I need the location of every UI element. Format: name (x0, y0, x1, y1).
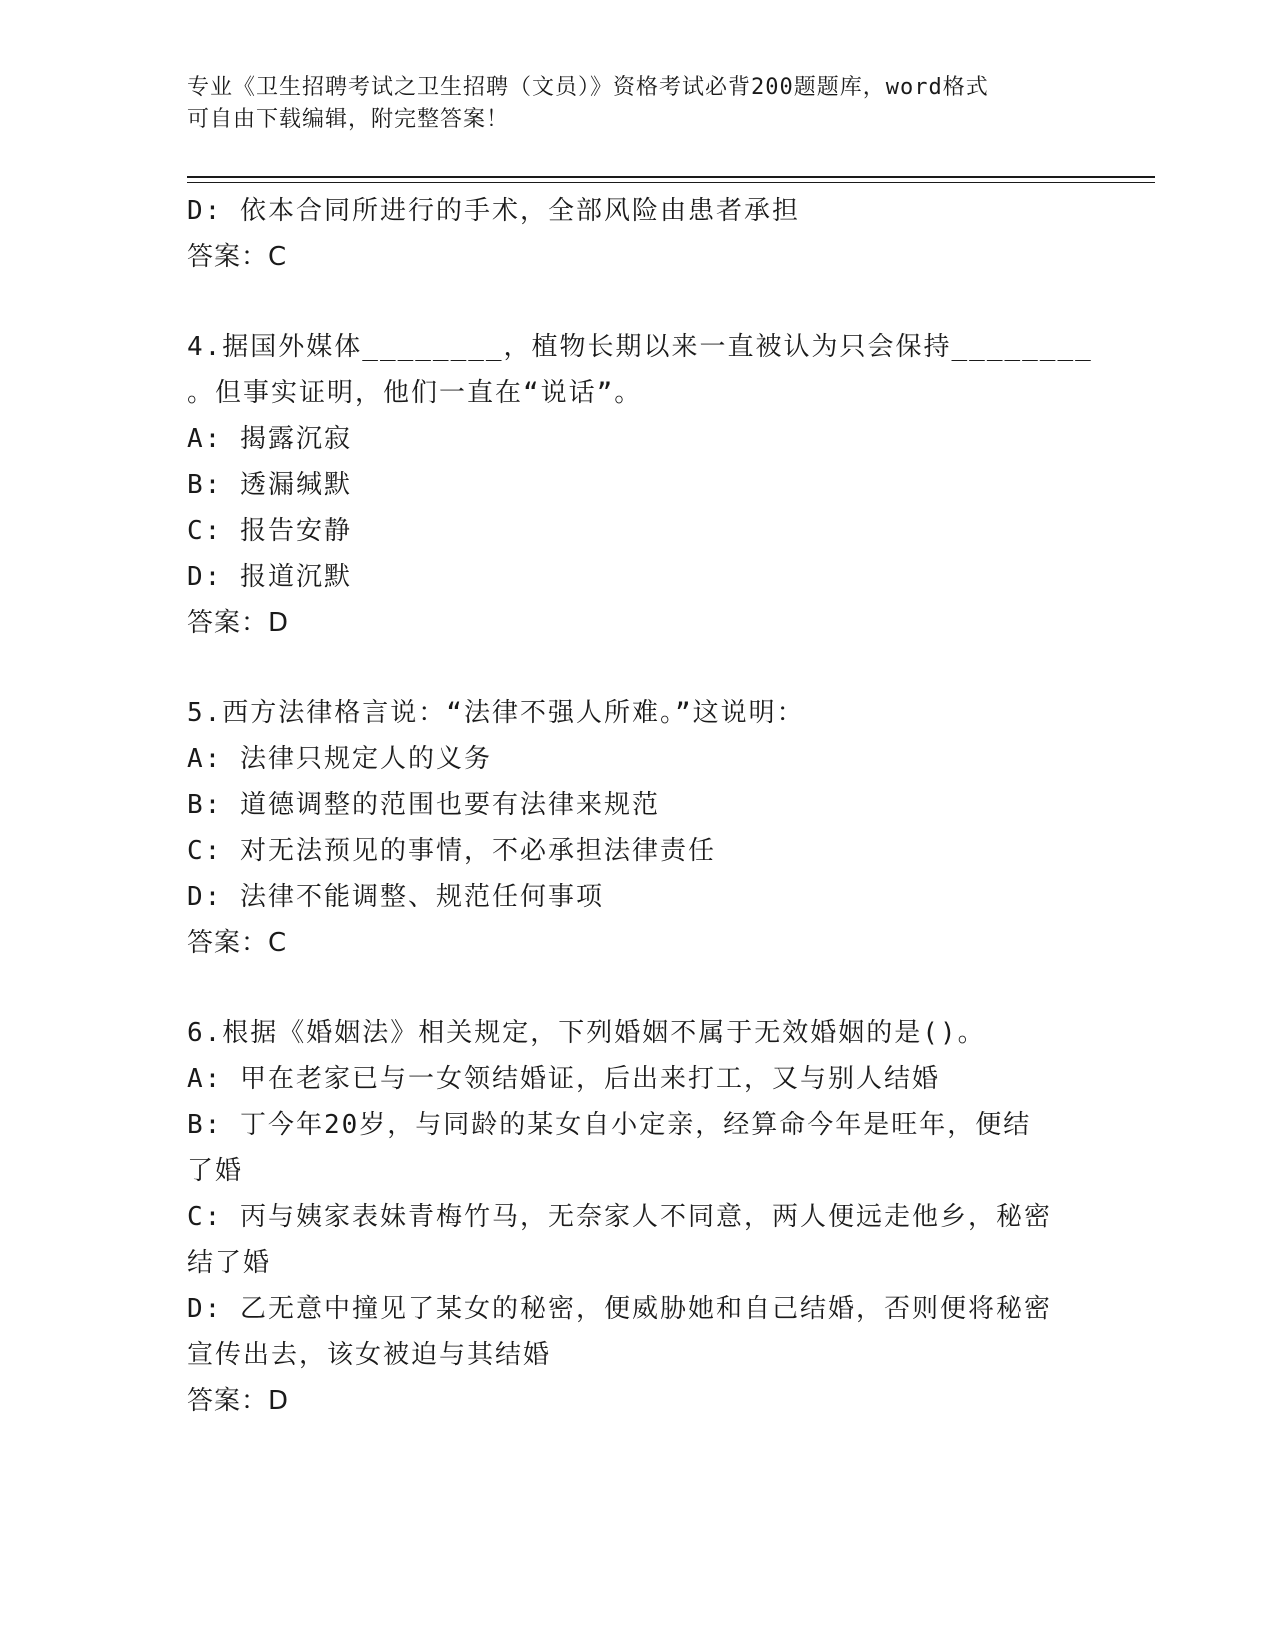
option-d: D: 依本合同所进行的手术，全部风险由患者承担 (187, 196, 800, 226)
option-b: B: 道德调整的范围也要有法律来规范 (187, 790, 660, 820)
option-c: C: 报告安静 (187, 516, 352, 546)
option-d-continued: 宣传出去，该女被迫与其结婚 (187, 1340, 552, 1370)
question-stem-continued: 。但事实证明，他们一直在“说话”。 (187, 378, 643, 408)
question-spacer (187, 646, 1087, 690)
option-c-continued: 结了婚 (187, 1248, 272, 1278)
option-a: A: 甲在老家已与一女领结婚证，后出来打工，又与别人结婚 (187, 1064, 940, 1094)
question-4 (187, 324, 1093, 646)
option-c: C: 对无法预见的事情，不必承担法律责任 (187, 836, 716, 866)
answer-line: 答案：D (187, 608, 290, 638)
page-header (187, 72, 1067, 136)
question-5 (187, 690, 1087, 966)
option-b: B: 丁今年20岁，与同龄的某女自小定亲，经算命今年是旺年，便结 (187, 1110, 1032, 1140)
option-b-continued: 了婚 (187, 1156, 244, 1186)
option-d: D: 乙无意中撞见了某女的秘密，便威胁她和自己结婚，否则便将秘密 (187, 1294, 1052, 1324)
header-divider-thick (187, 176, 1155, 178)
question-6 (187, 1010, 1087, 1424)
question-stem: 6.根据《婚姻法》相关规定，下列婚姻不属于无效婚姻的是()。 (187, 1018, 986, 1048)
question-3-tail (187, 188, 1087, 280)
answer-line: 答案：C (187, 242, 288, 272)
option-a: A: 法律只规定人的义务 (187, 744, 492, 774)
option-c: C: 丙与姨家表妹青梅竹马，无奈家人不同意，两人便远走他乡，秘密 (187, 1202, 1052, 1232)
question-content (187, 188, 1093, 1424)
option-d: D: 法律不能调整、规范任何事项 (187, 882, 604, 912)
option-d: D: 报道沉默 (187, 562, 352, 592)
option-b: B: 透漏缄默 (187, 470, 352, 500)
header-title-line-1: 专业《卫生招聘考试之卫生招聘（文员）》资格考试必背200题题库，word格式 (187, 75, 989, 100)
header-title-line-2: 可自由下载编辑，附完整答案！ (187, 107, 510, 132)
answer-line: 答案：C (187, 928, 288, 958)
question-stem: 4.据国外媒体________，植物长期以来一直被认为只会保持________ (187, 332, 1093, 362)
question-spacer (187, 280, 1087, 324)
header-divider-thin (187, 182, 1155, 183)
option-a: A: 揭露沉寂 (187, 424, 352, 454)
question-spacer (187, 966, 1087, 1010)
answer-line: 答案：D (187, 1386, 290, 1416)
question-stem: 5.西方法律格言说：“法律不强人所难。”这说明： (187, 698, 805, 728)
